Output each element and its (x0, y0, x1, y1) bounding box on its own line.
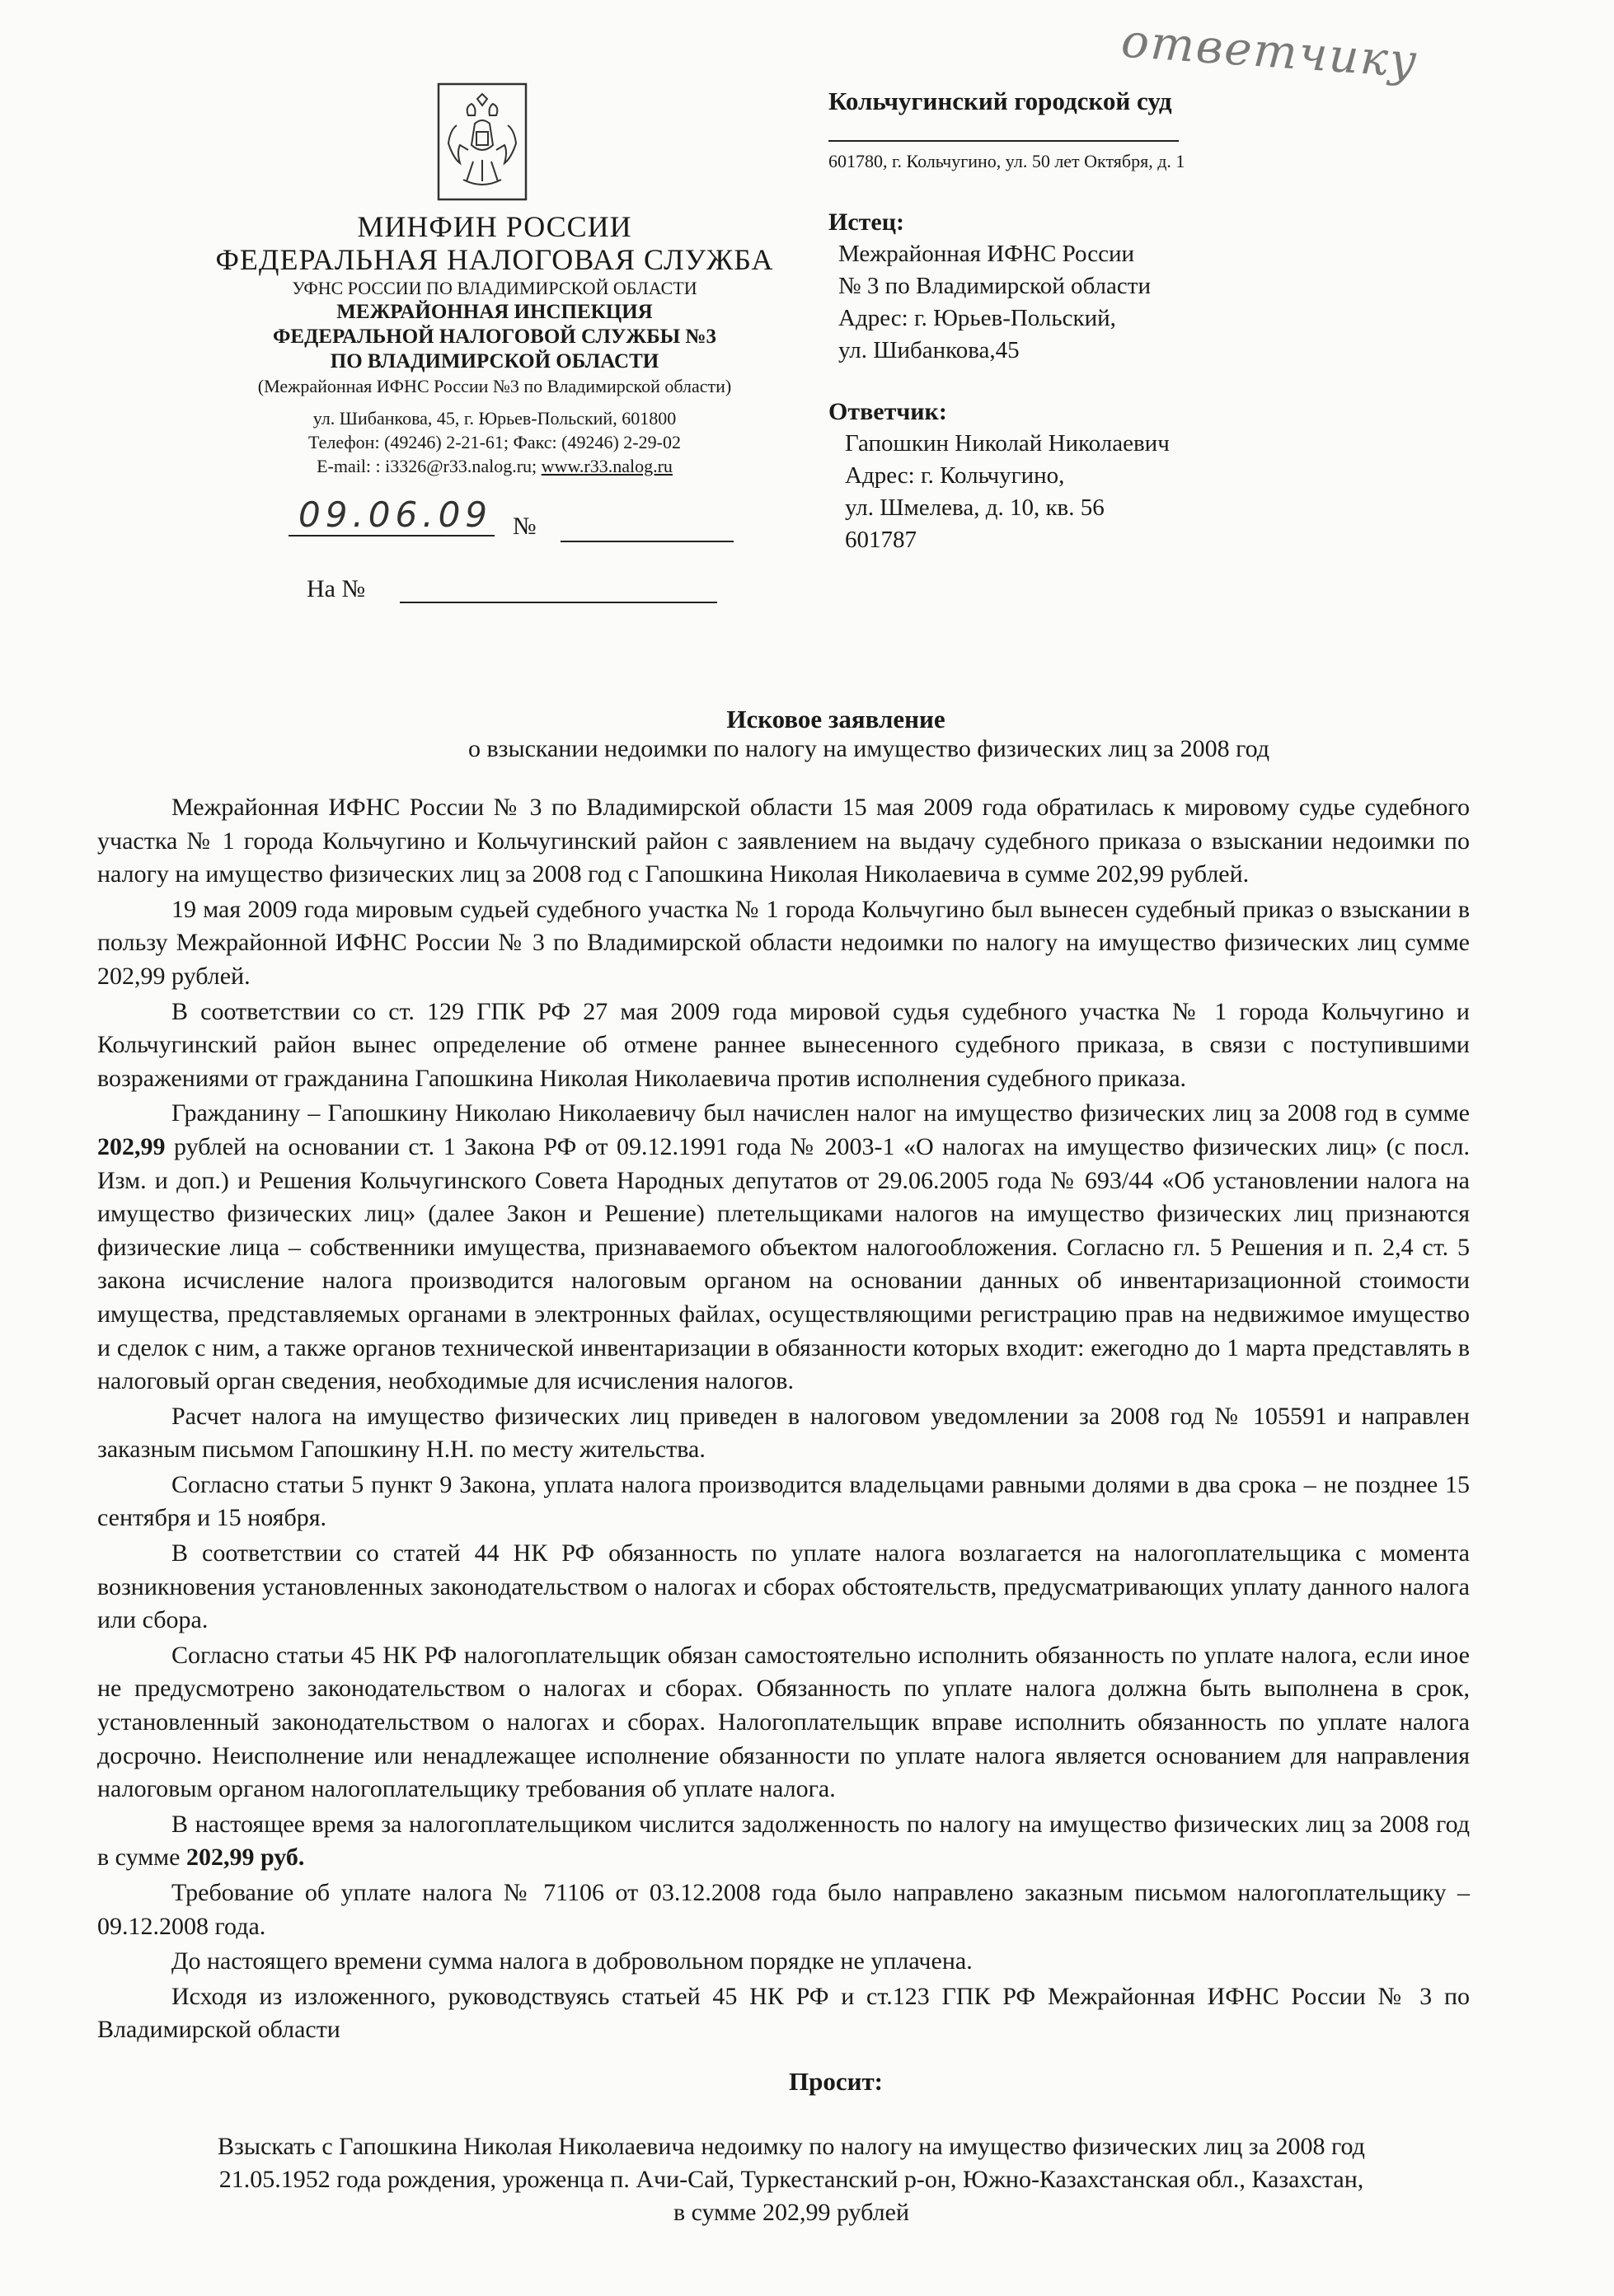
defendant-address-2: ул. Шмелева, д. 10, кв. 56 (845, 494, 1105, 521)
sender-website-link[interactable]: www.r33.nalog.ru (541, 456, 673, 476)
court-name: Кольчугинский городской суд (828, 87, 1172, 115)
defendant-heading: Ответчик: (828, 398, 947, 425)
outgoing-date-field (289, 494, 495, 537)
document-body (97, 791, 1470, 2047)
court-underline (828, 140, 1179, 142)
plaintiff-heading: Истец: (828, 209, 904, 236)
paragraph-5: Расчет налога на имущество физических лиц приведен в налоговом уведомлении за 2008 год № 105591 и направлен заказным письмом Гапошкину Н.Н. по месту жительства. (97, 1402, 1470, 1464)
paragraph-9-start: В настоящее время за налогоплательщиком числится задолженность по налогу на имущество физических лиц за 2008 год в сумме (97, 1810, 1470, 1872)
inspection-name-1: МЕЖРАЙОННАЯ ИНСПЕКЦИЯ (336, 301, 653, 323)
coat-of-arms-icon (420, 82, 544, 206)
request-block (124, 2130, 1459, 2229)
defendant-block (828, 396, 1170, 556)
plaintiff-name-2: № 3 по Владимирской области (838, 273, 1151, 299)
request-heading: Просит: (788, 2067, 884, 2096)
defendant-postcode: 601787 (845, 527, 917, 553)
sender-address: ул. Шибанкова, 45, г. Юрьев-Польский, 601800 (312, 408, 677, 429)
sender-email: E-mail: : i3326@r33.nalog.ru; (317, 456, 542, 476)
document-title: Исковое заявление (726, 705, 945, 733)
outgoing-number-label: № (513, 513, 537, 540)
tax-amount: 202,99 (97, 1132, 166, 1160)
paragraph-7: В соответствии со статей 44 НК РФ обязанность по уплате налога возлагается на налогоплательщика с момента возникновения установленных законодательством о налогах и сборах обстоятельств, предусматривающих уплату данного налога или сбора. (97, 1539, 1470, 1634)
paragraph-12: Исходя из изложенного, руководствуясь статьей 45 НК РФ и ст.123 ГПК РФ Межрайонная ИФНС России № 3 по Владимирской области (97, 1982, 1470, 2044)
paragraph-10: Требование об уплате налога № 71106 от 03.12.2008 года было направлено заказным письмом налогоплательщику – 09.12.2008 года. (97, 1879, 1470, 1940)
paragraph-8: Согласно статьи 45 НК РФ налогоплательщик обязан самостоятельно исполнить обязанность по уплате налога, если иное не предусмотрено законодательством о налогах и сборах. Обязанность по уплате налога должна быть выполнена в срок, установленный законодательством о налогах и сборах. Налогоплательщик вправе исполнить обязанность по уплате налога досрочно. Неисполнение или ненадлежащее исполнение обязанности по уплате налога является основанием для направления налоговым органом налогоплательщику требования об уплате налога. (97, 1641, 1470, 1803)
plaintiff-address-1: Адрес: г. Юрьев-Польский, (838, 305, 1116, 331)
defendant-name: Гапошкин Николай Николаевич (845, 430, 1170, 457)
defendant-address-1: Адрес: г. Кольчугино, (845, 462, 1065, 489)
handwritten-note: ответчику (1119, 14, 1420, 89)
paragraph-1: Межрайонная ИФНС России № 3 по Владимирской области 15 мая 2009 года обратилась к мировому судье судебного участка № 1 города Кольчугино и Кольчугинский район с заявлением на выдачу судебного приказа о взыскании недоимки по налогу на имущество физических лиц за 2008 год с Гапошкина Николая Николаевича в сумме 202,99 рублей. (97, 794, 1470, 888)
sender-phone: Телефон: (49246) 2-21-61; Факс: (49246) 2-29-02 (308, 432, 681, 452)
request-line-2: 21.05.1952 года рождения, уроженца п. Ачи-Сай, Туркестанский р-он, Южно-Казахстанская обл., Казахстан, (218, 2166, 1364, 2193)
paragraph-4-start: Гражданину – Гапошкину Николаю Николаевичу был начислен налог на имущество физических лиц за 2008 год в сумме (171, 1099, 1470, 1127)
paragraph-9 (97, 1808, 1470, 1875)
document-subtitle: о взыскании недоимки по налогу на имущество физических лиц за 2008 год (467, 735, 1270, 762)
sender-contacts (206, 454, 783, 478)
reply-to-label: На № (307, 575, 366, 602)
service-name: ФЕДЕРАЛЬНАЯ НАЛОГОВАЯ СЛУЖБА (215, 243, 774, 276)
department-name: УФНС РОССИИ ПО ВЛАДИМИРСКОЙ ОБЛАСТИ (292, 278, 697, 298)
ministry-name: МИНФИН РОССИИ (357, 210, 632, 243)
debt-amount: 202,99 руб. (185, 1844, 305, 1872)
court-address: 601780, г. Кольчугино, ул. 50 лет Октября, д. 1 (828, 151, 1185, 171)
plaintiff-address-2: ул. Шибанкова,45 (838, 337, 1020, 363)
paragraph-2: 19 мая 2009 года мировым судьей судебного участка № 1 города Кольчугино был вынесен судебный приказ о взыскании в пользу Межрайонной ИФНС России № 3 по Владимирской области недоимки по налогу на имущество физических лиц сумме 202,99 рублей. (97, 895, 1470, 990)
inspection-name-2: ФЕДЕРАЛЬНОЙ НАЛОГОВОЙ СЛУЖБЫ №3 (272, 326, 717, 348)
paragraph-4 (97, 1097, 1470, 1398)
request-line-3: в сумме 202,99 рублей (673, 2199, 910, 2226)
outgoing-date: 09.06.09 (298, 494, 493, 535)
paragraph-11: До настоящего времени сумма налога в добровольном порядке не уплачена. (171, 1947, 973, 1975)
plaintiff-name-1: Межрайонная ИФНС России (838, 241, 1135, 267)
request-line-1: Взыскать с Гапошкина Николая Николаевича недоимку по налогу на имущество физических лиц за 2008 год (218, 2133, 1365, 2160)
outgoing-number-line (561, 541, 734, 542)
reply-to-line (400, 602, 717, 603)
paragraph-6: Согласно статьи 5 пункт 9 Закона, уплата налога производится владельцами равными долями в два срока – не позднее 15 сентября и 15 ноября. (97, 1470, 1470, 1532)
paragraph-3: В соответствии со ст. 129 ГПК РФ 27 мая 2009 года мировой судья судебного участка № 1 города Кольчугино и Кольчугинский район вынес определение об отмене раннее вынесенного судебного приказа, в связи с поступившими возражениями от гражданина Гапошкина Николая Николаевича против исполнения судебного приказа. (97, 997, 1470, 1092)
sender-block (206, 210, 783, 478)
plaintiff-block (828, 206, 1151, 367)
paragraph-4-rest: рублей на основании ст. 1 Закона РФ от 09.12.1991 года № 2003-1 «О налогах на имущество физических лиц» (с посл. Изм. и доп.) и Решения Кольчугинского Совета Народных депутатов от 29.06.2005 года № 693/44 «Об установлении налога на имущество физических лиц» (далее Закон и Решение) плетельщиками налогов на имущество физических лиц признаются физические лица – собственники имущества, признаваемого объектом налогообложения. Согласно гл. 5 Решения и п. 2,4 ст. 5 закона исчисление налога производится налоговым органом на основании данных об инвентаризационной стоимости имущества, представляемых органами в электронных файлах, осуществляющими регистрацию прав на недвижимое имущество и сделок с ним, а также органов технической инвентаризации в обязанности которых входит: ежегодно до 1 марта представлять в налоговый орган сведения, необходимые для исчисления налогов. (97, 1132, 1470, 1395)
inspection-name-3: ПО ВЛАДИМИРСКОЙ ОБЛАСТИ (330, 350, 659, 373)
inspection-short-name: (Межрайонная ИФНС России №3 по Владимирской области) (257, 376, 732, 396)
